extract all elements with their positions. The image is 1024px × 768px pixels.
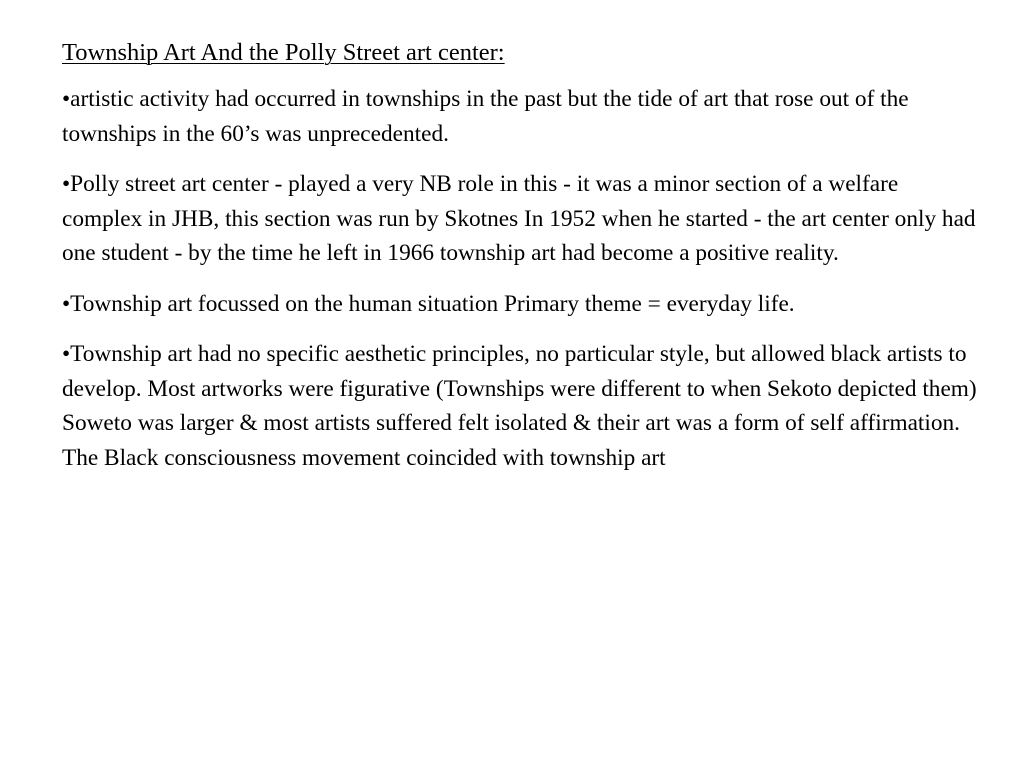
bullet-item: •Township art had no specific aesthetic principles, no particular style, but allowed black artists to develop. Most artworks were figurative (Townships were different to when Sekoto depicted them) Soweto was larger & most artists suffered felt isolated & their art was a form of self affirmation. The Black consciousness movement coincided with township art	[62, 341, 977, 471]
bullet-item: •Polly street art center - played a very NB role in this - it was a minor section of a welfare complex in JHB, this section was run by Skotnes In 1952 when he started - the art center only had one student - by the time he left in 1966 township art had become a positive reality.	[62, 171, 976, 266]
slide-title: Township Art And the Polly Street art center:	[62, 39, 505, 66]
bullet-item: •artistic activity had occurred in townships in the past but the tide of art that rose out of the townships in the 60’s was unprecedented.	[62, 86, 909, 147]
bullet-item: •Township art focussed on the human situation Primary theme = everyday life.	[62, 290, 795, 317]
bullet-list	[62, 82, 984, 475]
